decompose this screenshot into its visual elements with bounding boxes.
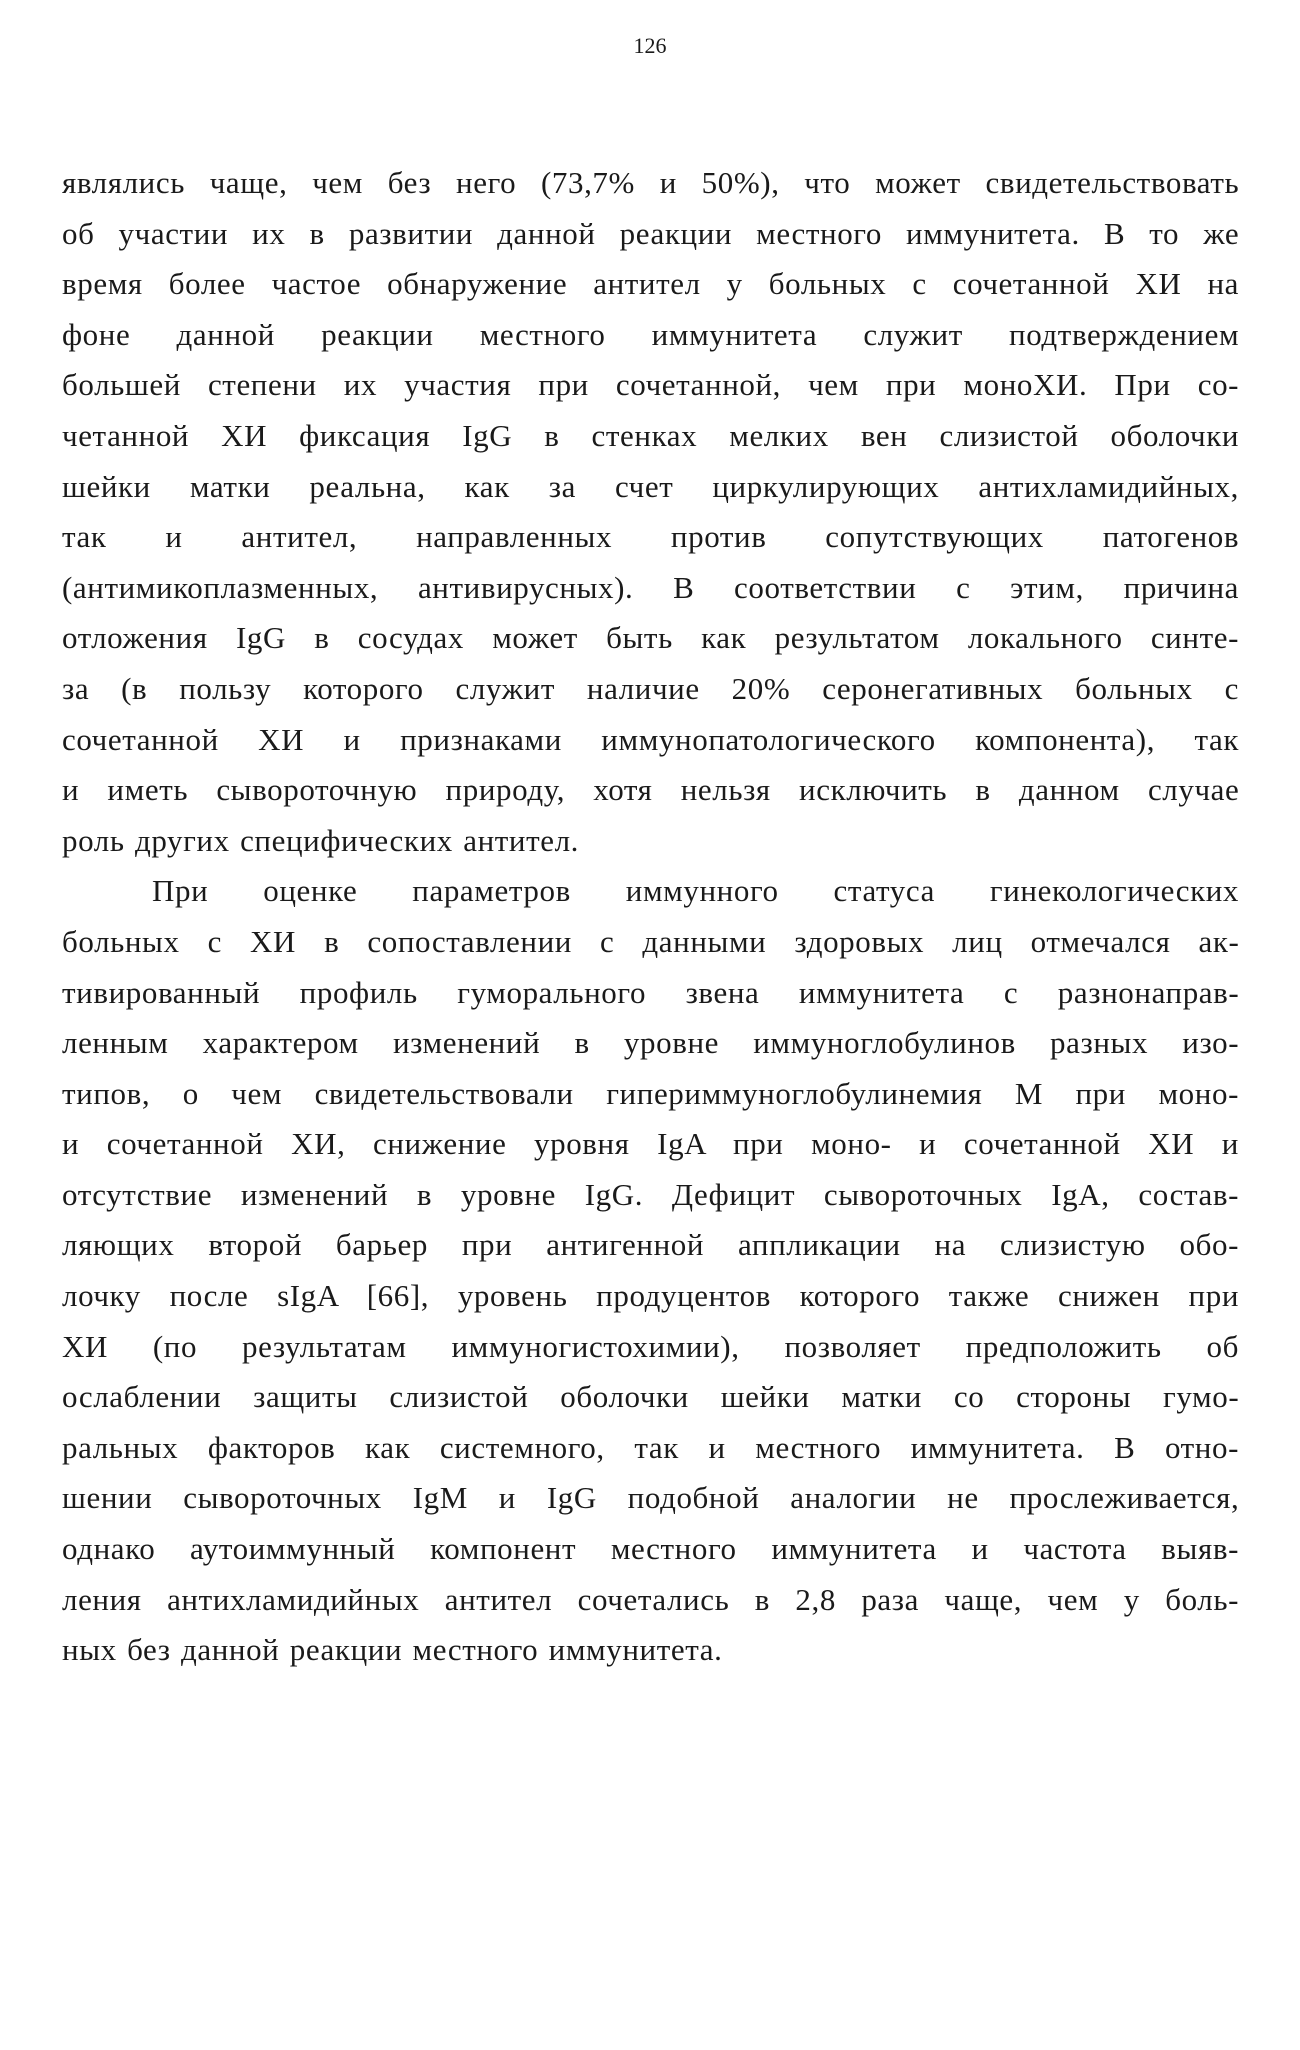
page-number: 126 xyxy=(633,33,667,58)
text-line: При оценке параметров иммунного статуса гинекологических xyxy=(152,873,1240,909)
text-line: ослаблении защиты слизистой оболочки шейки матки со стороны гумо- xyxy=(62,1379,1240,1415)
text-line: шейки матки реальна, как за счет циркулирующих антихламидийных, xyxy=(62,468,1239,504)
text-line: роль других специфических антител. xyxy=(62,822,580,858)
text-line: шении сывороточных IgM и IgG подобной аналогии не прослеживается, xyxy=(62,1480,1240,1516)
text-line: являлись чаще, чем без него (73,7% и 50%), что может свидетельствовать xyxy=(62,165,1240,200)
text-line: однако аутоиммунный компонент местного иммунитета и частота выяв- xyxy=(62,1531,1239,1567)
text-line: больных с ХИ в сопоставлении с данными здоровых лиц отмечался ак- xyxy=(62,923,1240,959)
text-line: ральных факторов как системного, так и местного иммунитета. В отно- xyxy=(62,1429,1239,1465)
text-line: ХИ (по результатам иммуногистохимии), позволяет предположить об xyxy=(62,1328,1239,1364)
text-line: отсутствие изменений в уровне IgG. Дефицит сывороточных IgA, состав- xyxy=(62,1176,1239,1212)
text-line: типов, о чем свидетельствовали гипериммуноглобулинемия М при моно- xyxy=(62,1075,1239,1111)
text-line: (антимикоплазменных, антивирусных). В соответствии с этим, причина xyxy=(62,569,1240,605)
paragraph-2 xyxy=(62,866,1239,1676)
text-line: ления антихламидийных антител сочетались в 2,8 раза чаще, чем у боль- xyxy=(62,1581,1239,1617)
text-line: четанной ХИ фиксация IgG в стенках мелких вен слизистой оболочки xyxy=(62,417,1240,453)
text-line: и иметь сывороточную природу, хотя нельзя исключить в данном случае xyxy=(62,772,1240,808)
text-line: лочку после sIgA [66], уровень продуцентов которого также снижен при xyxy=(62,1278,1240,1314)
paragraph-1 xyxy=(62,158,1239,866)
text-line: тивированный профиль гуморального звена иммунитета с разнонаправ- xyxy=(62,974,1240,1010)
text-line: время более частое обнаружение антител у больных с сочетанной ХИ на xyxy=(62,266,1239,302)
body-text xyxy=(62,158,1239,1676)
text-line: ленным характером изменений в уровне иммуноглобулинов разных изо- xyxy=(62,1025,1240,1061)
text-line: большей степени их участия при сочетанной, чем при моноХИ. При со- xyxy=(62,367,1240,403)
text-line: и сочетанной ХИ, снижение уровня IgA при моно- и сочетанной ХИ и xyxy=(62,1126,1239,1162)
text-line: за (в пользу которого служит наличие 20% серонегативных больных с xyxy=(62,670,1239,706)
text-line: сочетанной ХИ и признаками иммунопатологического компонента), так xyxy=(62,721,1239,757)
text-line: фоне данной реакции местного иммунитета служит подтверждением xyxy=(62,316,1240,352)
text-line: об участии их в развитии данной реакции местного иммунитета. В то же xyxy=(62,215,1240,251)
text-line: так и антител, направленных против сопутствующих патогенов xyxy=(62,519,1240,555)
text-line: отложения IgG в сосудах может быть как результатом локального синте- xyxy=(62,620,1239,656)
text-line: ных без данной реакции местного иммунитета. xyxy=(62,1632,723,1668)
text-line: ляющих второй барьер при антигенной аппликации на слизистую обо- xyxy=(62,1227,1239,1263)
